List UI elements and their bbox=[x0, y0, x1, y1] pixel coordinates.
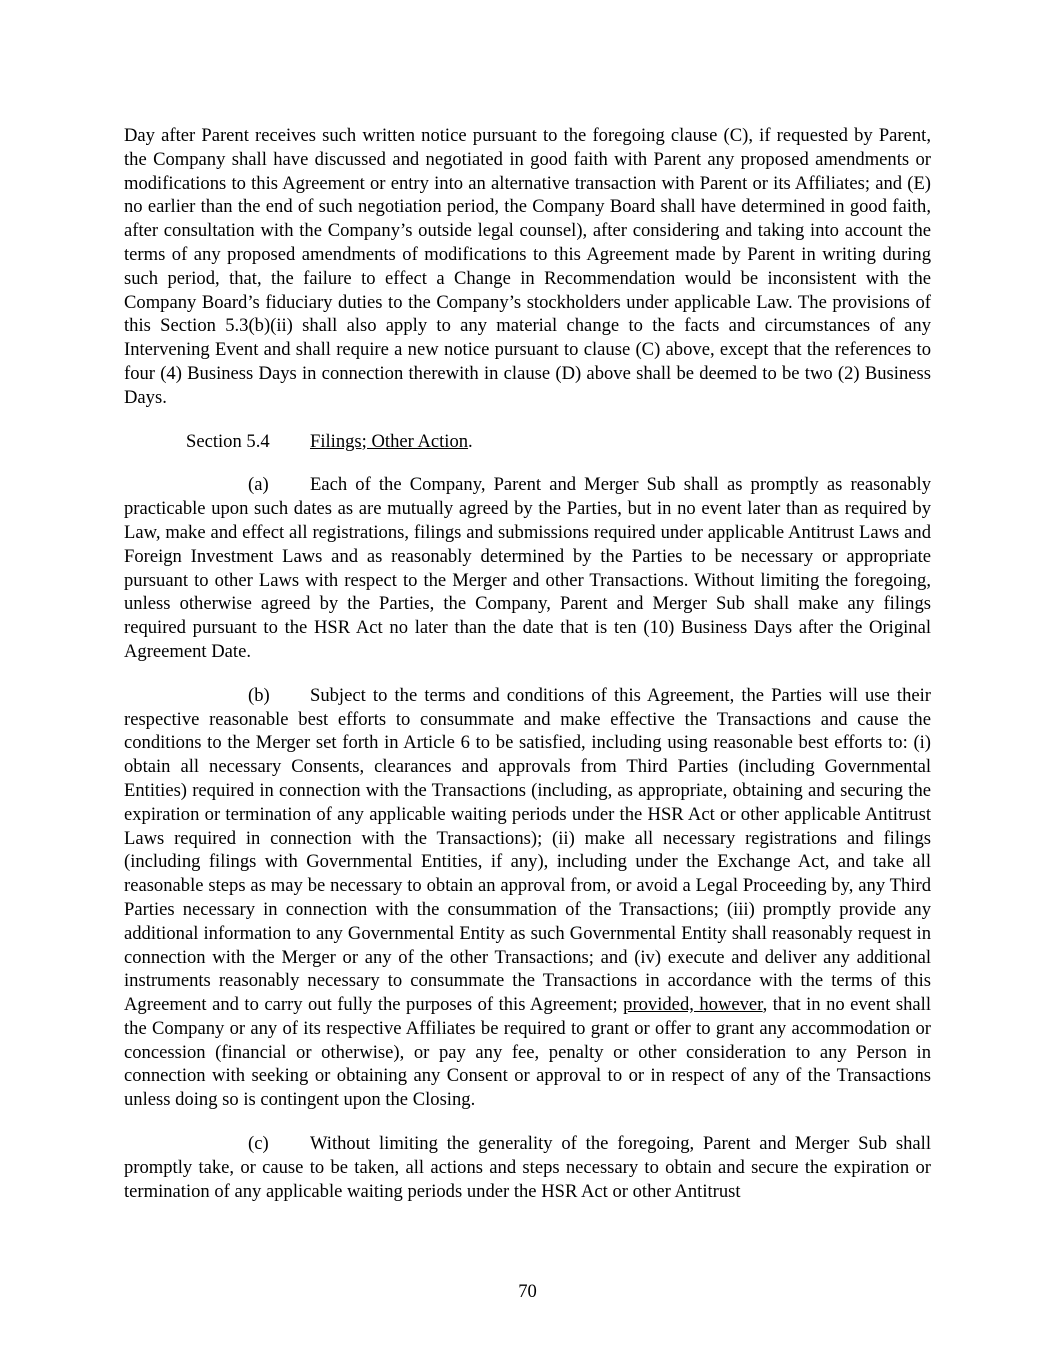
page-number: 70 bbox=[518, 1281, 537, 1302]
subsection-b-text: Subject to the terms and conditions of this Agreement, the Parties will use their respective reasonable best efforts to consummate and make effective the Transactions and cause the conditions to the Merger set forth in Article 6 to be satisfied, including using reasonable best efforts to: (i) obtain all necessary Consents, clearances and approvals from Third Parties (including Governmental Entities) required in connection with the Transactions (including, as appropriate, obtaining and securing the expiration or termination of any applicable waiting periods under the HSR Act or other applicable Antitrust Laws required in connection with the Transactions); (ii) make all necessary registrations and filings (including filings with Governmental Entities, if any), including under the Exchange Act, and take all reasonable steps as may be necessary to obtain an approval from, or avoid a Legal Proceeding by, any Third Parties necessary in connection with the consummation of the Transactions; (iii) promptly provide any additional information to any Governmental Entity as such Governmental Entity shall reasonably request in connection with the Merger or any of the other Transactions; and (iv) execute and deliver any additional instruments reasonably necessary to consummate the Transactions in accordance with the terms of this Agreement and to carry out fully the purposes of this Agreement; bbox=[124, 684, 931, 1016]
section-title-period: . bbox=[468, 430, 473, 452]
intro-paragraph: Day after Parent receives such written notice pursuant to the foregoing clause (C), if requested by Parent, the Company shall have discussed and negotiated in good faith with Parent any proposed amendments or modifications to this Agreement or entry into an alternative transaction with Parent or its Affiliates; and (E) no earlier than the end of such negotiation period, the Company Board shall have determined in good faith, after consultation with the Company’s outside legal counsel), after considering and taking into account the terms of any proposed amendments of modifications to this Agreement made by Parent in writing during such period, that, the failure to effect a Change in Recommendation would be inconsistent with the Company Board’s fiduciary duties to the Company’s stockholders under applicable Law. The provisions of this Section 5.3(b)(ii) shall also apply to any material change to the facts and circumstances of any Intervening Event and shall require a new notice pursuant to clause (C) above, except that the references to four (4) Business Days in connection therewith in clause (D) above shall be deemed to be two (2) Business Days. bbox=[124, 125, 931, 408]
section-title: Filings; Other Action bbox=[310, 430, 469, 452]
section-heading bbox=[124, 430, 931, 454]
subsection-b-proviso: provided, however bbox=[623, 994, 763, 1016]
subsection-a-label: (a) bbox=[248, 474, 269, 496]
document-page bbox=[124, 124, 931, 1203]
subsection-b-label: (b) bbox=[248, 684, 270, 706]
subsection-c bbox=[124, 1132, 931, 1203]
subsection-c-label: (c) bbox=[248, 1133, 269, 1155]
subsection-a bbox=[124, 473, 931, 663]
subsection-b bbox=[124, 684, 931, 1112]
subsection-b-text-after: , that in no event shall the Company or any of its respective Affiliates be required to grant or offer to grant any accommodation or concession (financial or otherwise), or pay any fee, penalty or other consideration to any Person in connection with seeking or obtaining any Consent or approval to or in respect of any of the Transactions unless doing so is contingent upon the Closing. bbox=[124, 994, 931, 1111]
subsection-c-text: Without limiting the generality of the foregoing, Parent and Merger Sub shall promptly take, or cause to be taken, all actions and steps necessary to obtain and secure the expiration or termination of any applicable waiting periods under the HSR Act or other Antitrust bbox=[124, 1133, 931, 1202]
section-number: Section 5.4 bbox=[186, 430, 270, 452]
subsection-a-text: Each of the Company, Parent and Merger Sub shall as promptly as reasonably practicable upon such dates as are mutually agreed by the Parties, but in no event later than as required by Law, make and effect all registrations, filings and submissions required under applicable Antitrust Laws and Foreign Investment Laws and as reasonably determined by the Parties to be necessary or appropriate pursuant to other Laws with respect to the Merger and other Transactions. Without limiting the foregoing, unless otherwise agreed by the Parties, the Company, Parent and Merger Sub shall make any filings required pursuant to the HSR Act no later than the date that is ten (10) Business Days after the Original Agreement Date. bbox=[124, 474, 931, 662]
